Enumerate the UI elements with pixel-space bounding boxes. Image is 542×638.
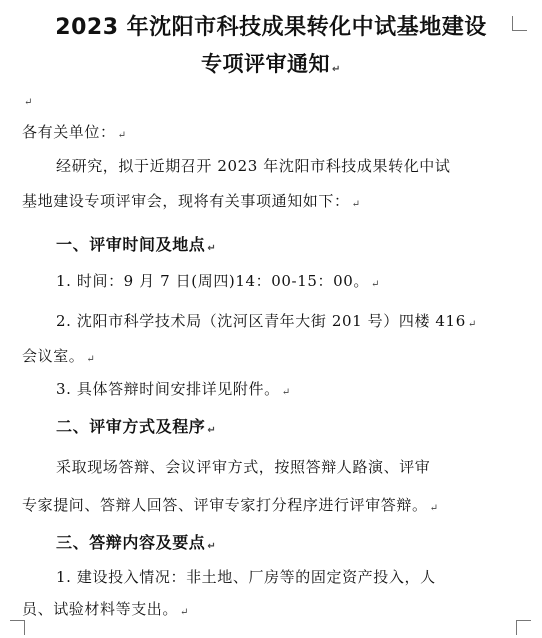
paragraph-mark-icon: ↵ xyxy=(332,64,341,75)
section-3-heading xyxy=(56,530,216,553)
content-paragraph-line-1-text: 1. 建设投入情况：非土地、厂房等的固定资产投入，人 xyxy=(56,568,436,586)
paragraph-mark-icon: ↵ xyxy=(117,130,127,141)
section-1-heading-text: 一、评审时间及地点 xyxy=(56,235,206,254)
empty-paragraph xyxy=(22,90,33,108)
intro-paragraph-line-2 xyxy=(22,190,361,211)
page-corner-mark-bottom-left xyxy=(10,620,25,635)
content-paragraph-line-1 xyxy=(56,566,436,587)
paragraph-mark-icon: ↵ xyxy=(180,607,189,618)
paragraph-mark-icon: ↵ xyxy=(281,387,291,398)
intro-paragraph-line-1-text: 经研究，拟于近期召开 2023 年沈阳市科技成果转化中试 xyxy=(56,157,451,175)
paragraph-mark-icon: ↵ xyxy=(467,319,477,330)
section-3-heading-text: 三、答辩内容及要点 xyxy=(56,533,206,552)
paragraph-mark-icon: ↵ xyxy=(207,425,217,436)
content-paragraph-line-2-text: 员、试验材料等支出。 xyxy=(22,600,179,618)
item-2-line-2-text: 会议室。 xyxy=(22,347,85,365)
method-paragraph-line-1-text: 采取现场答辩、会议评审方式，按照答辩人路演、评审 xyxy=(56,458,431,476)
paragraph-mark-icon: ↵ xyxy=(429,503,439,514)
item-2-line-1-text: 2. 沈阳市科学技术局（沈河区青年大街 201 号）四楼 416 xyxy=(56,312,466,330)
document-title-line-1-text: 2023 年沈阳市科技成果转化中试基地建设 xyxy=(55,15,487,40)
intro-paragraph-line-2-text: 基地建设专项评审会，现将有关事项通知如下： xyxy=(22,192,350,210)
item-2-line-2 xyxy=(22,345,95,366)
content-paragraph-line-2 xyxy=(22,598,189,619)
paragraph-mark-icon: ↵ xyxy=(24,97,33,108)
section-2-heading-text: 二、评审方式及程序 xyxy=(56,417,206,436)
salutation-text: 各有关单位： xyxy=(22,123,116,141)
method-paragraph-line-2-text: 专家提问、答辩人回答、评审专家打分程序进行评审答辩。 xyxy=(22,496,428,514)
paragraph-mark-icon: ↵ xyxy=(371,279,380,290)
item-3 xyxy=(56,378,291,399)
salutation xyxy=(22,121,127,142)
method-paragraph-line-2 xyxy=(22,494,439,515)
section-1-heading xyxy=(56,232,216,255)
document-title-line-2-text: 专项评审通知 xyxy=(201,52,331,76)
document-title-line-1 xyxy=(0,10,542,41)
document-title-line-2 xyxy=(0,48,542,78)
item-2-line-1 xyxy=(56,310,477,331)
item-3-text: 3. 具体答辩时间安排详见附件。 xyxy=(56,380,280,398)
item-1 xyxy=(56,270,380,291)
item-1-text: 1. 时间：9 月 7 日(周四)14：00-15：00。 xyxy=(56,272,369,290)
paragraph-mark-icon: ↵ xyxy=(351,199,361,210)
method-paragraph-line-1 xyxy=(56,456,430,477)
paragraph-mark-icon: ↵ xyxy=(207,541,217,552)
section-2-heading xyxy=(56,414,216,437)
paragraph-mark-icon: ↵ xyxy=(207,243,217,254)
intro-paragraph-line-1 xyxy=(56,155,451,176)
paragraph-mark-icon: ↵ xyxy=(86,354,96,365)
page-corner-mark-bottom-right xyxy=(516,620,531,635)
